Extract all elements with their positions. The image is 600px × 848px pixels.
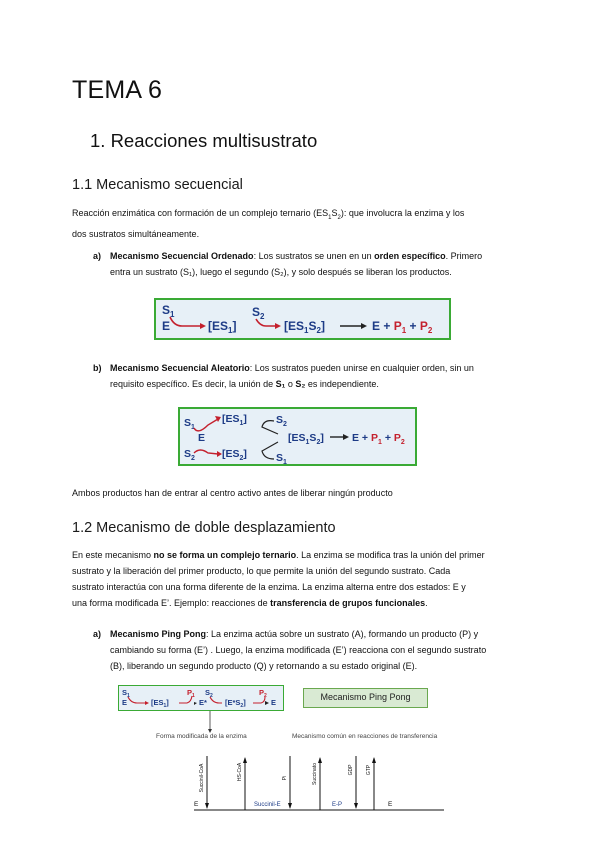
p2-l4c: . [425,598,428,608]
item-text-random-2e: es independiente. [305,379,379,389]
diagB-right-s2: $S_2$ [276,414,287,428]
section-heading-1: 1. Reacciones multisustrato [90,130,318,151]
diagD-succinil-e: Succinil-E [254,802,281,808]
diagA-arrow-1 [170,317,200,326]
diagD-arrowhead-gdp [354,803,358,809]
diagC-p2: $P_2$ [259,688,267,699]
label-modified-enzyme: Forma modificada de la enzima [156,733,247,740]
item-body-ordered [110,248,540,280]
diagA-arrowhead-3 [361,323,367,329]
item-text-random-1: : Los sustratos pueden unirse en cualquier orden, sin un [249,363,474,373]
diagC-arrowhead-1 [145,701,149,705]
diagA-es1s2: $[ES_1S_2]$ [284,319,325,335]
diagD-succinato: Succinato [312,763,318,785]
item-label-a: a) [93,251,102,261]
diagD-succoa: Succinil-CoA [199,763,205,793]
diagC-e: E [122,698,128,707]
item-title-random: Mecanismo Secuencial Aleatorio [110,363,250,373]
diagD-gdp: GDP [348,764,354,776]
diagA-arrowhead-2 [275,323,281,329]
subsection-heading-1-2: 1.2 Mecanismo de doble desplazamiento [72,520,336,536]
diagram-pingpong-scheme [118,685,284,711]
p1-text-b: S [331,208,338,218]
diagA-products: $E + P_1 + P_2$ [372,319,433,335]
diagC-e2: E [271,698,277,707]
item-bold-s1: S₁ [275,379,286,389]
diagB-s1: $S_1$ [184,417,195,431]
diagD-ep: E-P [332,802,343,808]
diagA-arrowhead-1 [200,323,206,329]
p1-text-a: Reacción enzimática con formación de un complejo ternario (ES [72,208,329,218]
diagD-arrowhead-succinato [318,757,322,763]
diagram-ordered-mechanism [154,298,451,340]
p1-sub-2: 2 [337,214,341,221]
diagC-es1: $[ES_1]$ [151,698,169,709]
item-text-ordered-line2: entra un sustrato (S₁), luego el segundo (S₂), y solo después se liberan los productos. [110,267,452,277]
diagD-arrowhead-gtp [372,757,376,763]
p1-text-c: ): que involucra la enzima y los [340,208,465,218]
diagB-arrow-s2 [194,450,218,454]
item-body-random [110,360,540,392]
item-text-pingpong-3: (B), liberando un segundo producto (Q) y retornando a su estado original (E). [110,661,418,671]
diagC-s2: $S_2$ [205,688,213,699]
diagD-gtp: GTP [366,764,372,776]
diagC-arrowhead-4 [265,701,269,705]
label-transfer-reactions: Mecanismo común en reacciones de transferencia [292,733,438,740]
diagram-random-svg [180,409,415,464]
diagB-arrowhead-s1 [215,416,221,422]
diagA-es1: $[ES_1]$ [208,319,237,335]
item-text-pingpong-1: : La enzima actúa sobre un sustrato (A), formando un producto (P) y [206,629,479,639]
diagB-arrow-s1 [194,419,218,431]
diagB-s2: $S_2$ [184,448,195,462]
item-title-pingpong: Mecanismo Ping Pong [110,629,207,639]
item-bold-specific-order: orden específico [374,251,446,261]
diagB-es1s2: $[ES_1S_2]$ [288,432,324,446]
diagA-arrow-2 [256,319,276,326]
diagC-arrowhead-2 [194,702,197,705]
pingpong-connectors [118,711,448,747]
pingpong-badge: Mecanismo Ping Pong [303,688,428,708]
diagB-arrowhead-products [343,434,349,440]
diagA-s2: $S_2$ [252,305,265,321]
diagB-e: E [198,432,206,444]
item-text-ordered-1: : Los sustratos se unen en un [253,251,375,261]
subsection-heading-1-1: 1.1 Mecanismo secuencial [72,177,243,193]
diagram-succinyl-pingpong [190,748,450,816]
paragraph-ternary-complex [72,205,542,242]
p2-bold-no-ternary: no se forma un complejo ternario [153,550,297,560]
item-text-ordered-2: . Primero [445,251,483,261]
p2-l4a: una forma modificada E’. Ejemplo: reacciones de [72,598,271,608]
p2-l1a: En este mecanismo [72,550,154,560]
p2-bold-transfer: transferencia de grupos funcionales [270,598,426,608]
diagC-arrow-1 [128,697,146,703]
list-item-ping-pong [93,626,543,674]
item-text-random-2c: o [285,379,296,389]
diagD-e1: E [194,801,199,808]
diagA-e: E [162,319,171,333]
diagram-pingpong-svg [119,686,282,709]
p2-l1c: . La enzima se modifica tras la unión del primer [296,550,485,560]
diagB-es1: $[ES_1]$ [222,413,247,427]
list-item-random [93,360,543,392]
diagC-p1: $P_1$ [187,688,195,699]
diagB-products: $E + P_1 + P_2$ [352,432,405,446]
diagD-coash: HS-CoA [237,762,243,782]
diagD-arrowhead-succoa [205,803,209,809]
item-label-pingpong: a) [93,629,102,639]
diagC-arrow-2 [179,696,192,703]
diagA-s1: $S_1$ [162,303,175,319]
p1-sub-1: 1 [328,214,332,221]
item-text-pingpong-2: cambiando su forma (E’) . Luego, la enzima modificada (E’) reacciona con el segundo sustrato [110,645,487,655]
item-bold-s2: S₂ [295,379,306,389]
diagB-right-s1: $S_1$ [276,452,287,464]
diagram-random-mechanism [178,407,417,466]
diagC-s1: $S_1$ [122,688,130,699]
diagD-arrowhead-coash [243,757,247,763]
note-active-center: Ambos productos han de entrar al centro activo antes de liberar ningún producto [72,488,393,498]
item-label-b: b) [93,363,102,373]
diagD-arrowhead-pi [288,803,292,809]
item-title-ordered: Mecanismo Secuencial Ordenado [110,251,254,261]
paragraph-double-displacement [72,547,544,611]
diagC-estars2: $[E*S_2]$ [225,698,246,709]
p2-l2: sustrato y la liberación del primer producto, lo que permite la unión del segundo sustrato. Cada [72,566,451,576]
page-title: TEMA 6 [72,76,163,104]
p2-l3: sustrato interactúa con una forma diferente de la enzima. La enzima alterna entre dos estados: E y [72,582,466,592]
diagB-es2: $[ES_2]$ [222,448,247,462]
item-text-random-2a: requisito específico. Es decir, la unión de [110,379,276,389]
list-item-ordered [93,248,543,280]
p1-line-2: dos sustratos simultáneamente. [72,228,200,239]
diagC-estar: E* [199,698,207,707]
diagram-ordered-svg [156,300,449,338]
diagD-e2: E [388,801,393,808]
item-body-pingpong [110,626,542,674]
diagD-pi: Pi [282,775,288,781]
